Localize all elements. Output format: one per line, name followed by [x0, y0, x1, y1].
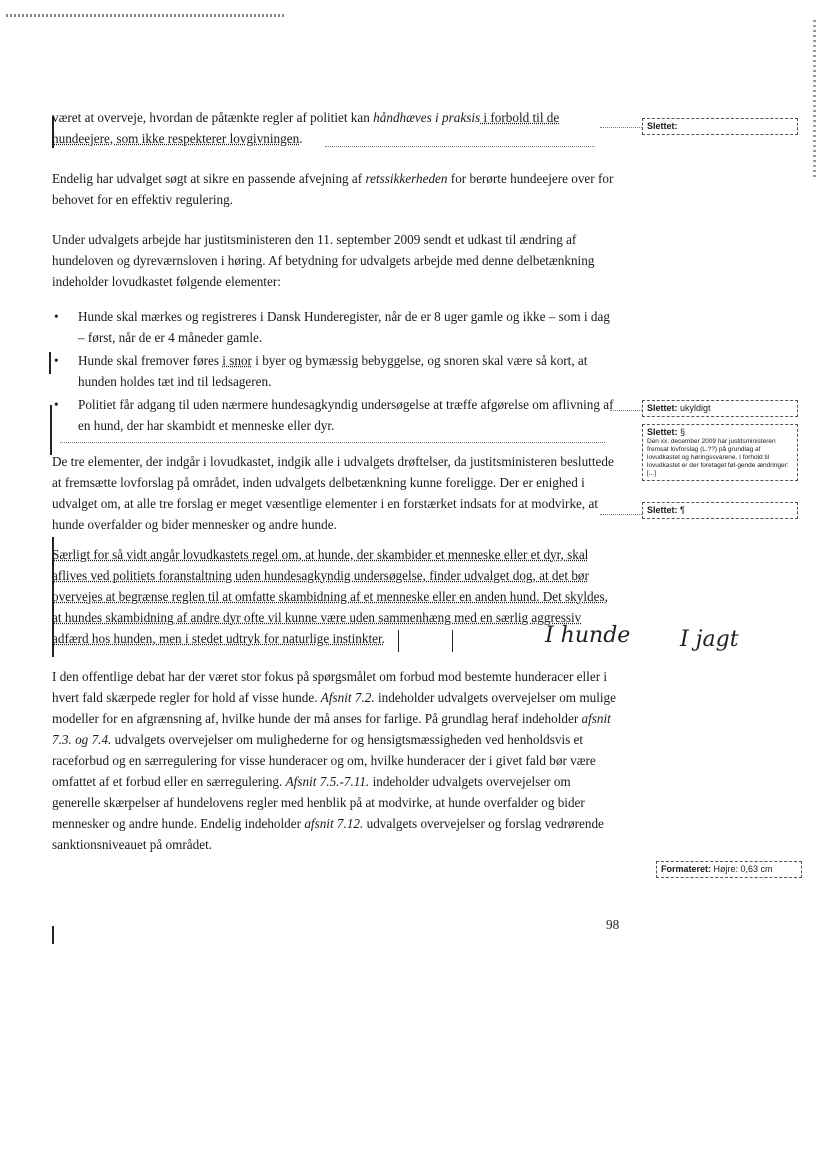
comment-balloon-deleted[interactable]: Slettet:	[642, 118, 798, 135]
list-item: • Hunde skal fremover føres i snor i byer og bymæssig bebyggelse, og snoren skal være så kort, at hunden holdes tæt ind til ledsageren.	[52, 350, 617, 392]
inserted-paragraph: Særligt for så vidt angår lovudkastets regel om, at hunde, der skambider et menneske eller et dyr, skal aflives ved politiets foranstaltning uden hundesagkyndig undersøgelse, finder udvalget dog, at det bør overvejes at begrænse reglen til at omfatte skambidning af et menneske eller en anden hund. Det skyldes, at hundes skambidning af andre dyr ofte vil kunne være uden sammenhæng med en særlig aggressiv adfærd hos hunden, men i stedet udtryk for naturlige instinkter.	[52, 547, 608, 646]
comment-balloon-formatted[interactable]: Formateret: Højre: 0,63 cm	[656, 861, 802, 878]
bullet-list	[52, 306, 617, 438]
page-number: 98	[606, 917, 620, 932]
comment-connector	[600, 514, 648, 515]
handwritten-mark	[452, 630, 453, 652]
list-item: • Hunde skal mærkes og registreres i Dansk Hunderegister, når de er 8 uger gamle og ikke – som i dag – først, når de er 4 måneder gamle.	[52, 306, 617, 348]
paragraph: I den offentlige debat har der været stor fokus på spørgsmålet om forbud mod bestemte hunderacer eller i hvert fald skærpede regler for hold af visse hunde. Afsnit 7.2. indeholder udvalgets overvejelser om mulige modeller for en afgrænsning af, hvilke hunde der må anses for farlige. På grundlag heraf indeholder afsnit 7.3. og 7.4. udvalgets overvejelser om mulighederne for og hensigtsmæssigheden ved henholdsvis et raceforbud og en særregulering for visse hunderacer og om, hvilke hunderacer der i givet fald bør være omfattet af et forbud eller en særregulering. Afsnit 7.5.-7.11. indeholder udvalgets overvejelser om generelle skærpelser af hundelovens regler med henblik på at modvirke, at hunde overfalder og bider mennesker og andre hunde. Endelig indeholder afsnit 7.12. udvalgets overvejelser og forslag vedrørende sanktionsniveauet på området.	[52, 669, 616, 852]
handwritten-mark	[398, 630, 399, 652]
comment-balloon-deleted[interactable]: Slettet: § Den xx. december 2009 har justitsministeren fremsat lovforslag (L.??) på grundlag af lovudkastet og høringssvarene. I forhold til lovudkastet er der foretaget føl-gende ændringer: [...]	[642, 424, 798, 481]
change-bar	[49, 352, 51, 374]
scan-artifact-right	[813, 20, 816, 180]
comment-connector	[600, 127, 642, 128]
paragraph: Under udvalgets arbejde har justitsministeren den 11. september 2009 sendt et udkast til ændring af hundeloven og dyreværnsloven i høring. Af betydning for udvalgets arbejde med denne delbetænkning indeholder lovudkastet følgende elementer:	[52, 232, 595, 289]
paragraph: været at overveje, hvordan de påtænkte regler af politiet kan håndhæves i praksis i forbold til de hundeejere, som ikke respekterer lovgivningen.	[52, 110, 560, 146]
handwritten-note: I jagt	[680, 627, 739, 652]
comment-balloon-deleted[interactable]: Slettet: ukyldigt	[642, 400, 798, 417]
paragraph: Endelig har udvalget søgt at sikre en passende afvejning af retssikkerheden for berørte hundeejere over for behovet for en effektiv regulering.	[52, 171, 614, 207]
list-item: • Politiet får adgang til uden nærmere hundesagkyndig undersøgelse at træffe afgørelse om aflivning af en hund, der har skambidt et menneske eller dyr.	[52, 394, 617, 436]
scan-artifact-top	[6, 14, 286, 17]
handwritten-note: I hunde	[545, 623, 631, 648]
deletion-dotted-line	[60, 442, 605, 444]
change-bar	[52, 926, 54, 944]
comment-balloon-deleted[interactable]: Slettet: ¶	[642, 502, 798, 519]
paragraph: De tre elementer, der indgår i lovudkastet, indgik alle i udvalgets drøftelser, da justitsministeren besluttede at fremsætte lovforslag på området, inden udvalgets delbetænkning kunne foreligge. Der er enighed i udvalget om, at alle tre forslag er meget væsentlige elementer i en forstærket indsats for at modvirke, at hunde overfalder og bider mennesker og andre hunde.	[52, 454, 614, 532]
deletion-dotted-line	[325, 146, 595, 148]
